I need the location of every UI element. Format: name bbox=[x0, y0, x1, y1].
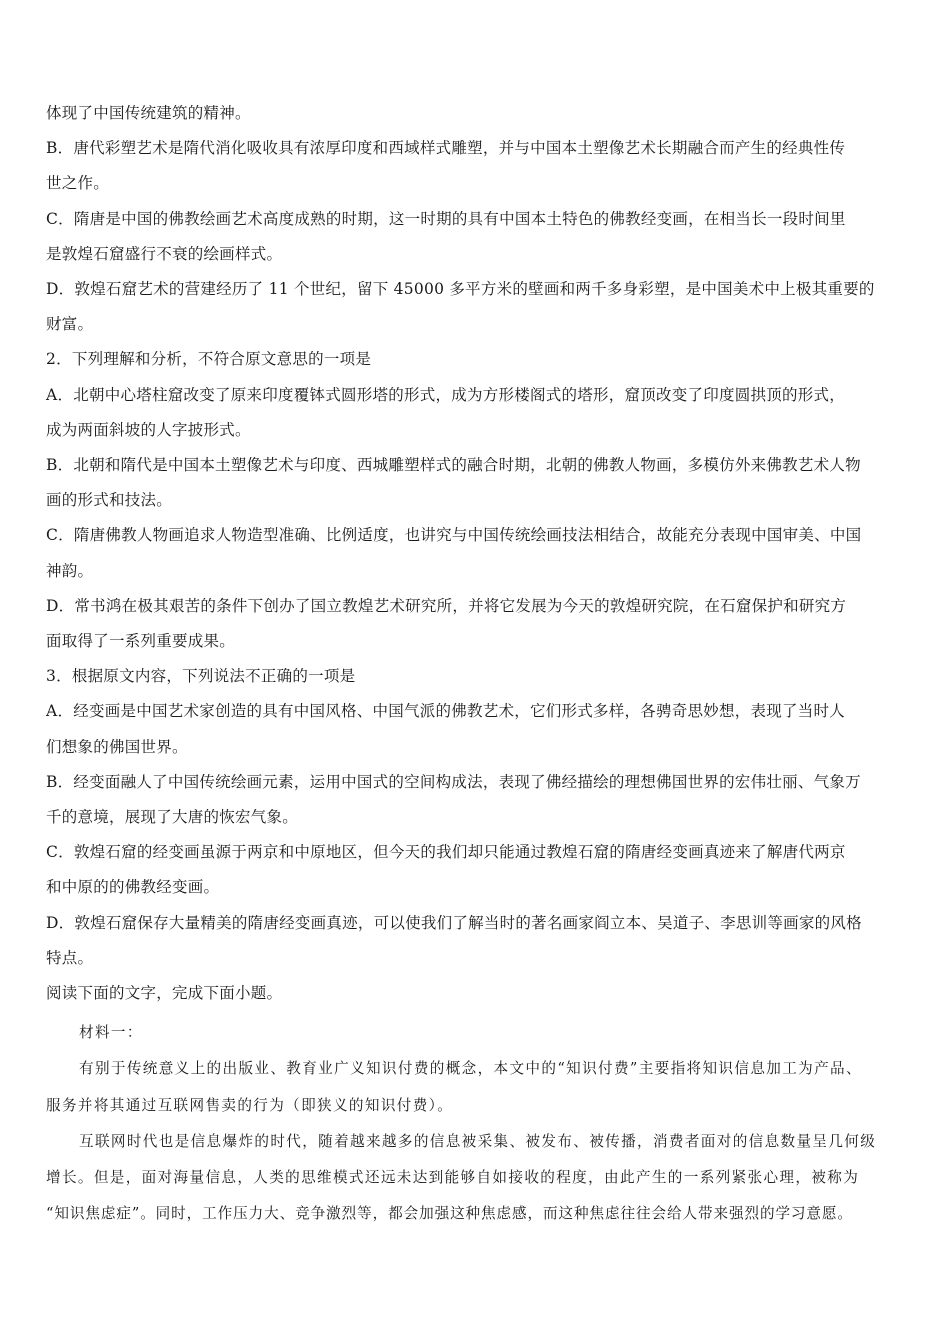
material-heading: 材料一： bbox=[79, 1024, 143, 1042]
text-line: 和中原的的佛教经变画。 bbox=[46, 878, 220, 897]
material-paragraph-line: 服务并将其通过互联网售卖的行为（即狭义的知识付费）。 bbox=[46, 1096, 454, 1114]
option-a-line: A．北朝中心塔柱窟改变了原来印度覆钵式圆形塔的形式，成为方形楼阁式的塔形，窟顶改变了印度圆拱顶的形式， bbox=[46, 385, 845, 404]
question-2: 2．下列理解和分析，不符合原文意思的一项是 bbox=[46, 350, 372, 369]
option-c-line: C．敦煌石窟的经变画虽源于两京和中原地区，但今天的我们却只能通过教煌石窟的隋唐经变画真迹来了解唐代两京 bbox=[46, 843, 846, 862]
text-line: 特点。 bbox=[46, 948, 94, 967]
option-d-line: D．常书鸿在极其艰苦的条件下创办了国立教煌艺术研究所，并将它发展为今天的敦煌研究院，在石窟保护和研究方 bbox=[46, 596, 847, 615]
document-page bbox=[46, 96, 908, 1233]
option-d-line: D．敦煌石窟艺术的营建经历了 11 个世纪，留下 45000 多平方米的壁画和两千多身彩塑，是中国美术中上极其重要的 bbox=[46, 280, 875, 299]
text-line: 千的意境，展现了大唐的恢宏气象。 bbox=[46, 808, 299, 827]
text-line: 世之作。 bbox=[46, 174, 110, 193]
option-a-line: A．经变画是中国艺术家创造的具有中国风格、中国气派的佛教艺术，它们形式多样，各骋奇思妙想，表现了当时人 bbox=[46, 702, 845, 721]
text-line: 财富。 bbox=[46, 315, 94, 334]
text-line: 画的形式和技法。 bbox=[46, 491, 173, 510]
material-paragraph-line: 互联网时代也是信息爆炸的时代，随着越来越多的信息被采集、被发布、被传播，消费者面对的信息数量呈几何级 bbox=[79, 1132, 877, 1150]
option-b-line: B．北朝和隋代是中国本土塑像艺术与印度、西城雕塑样式的融合时期，北朝的佛教人物画，多模仿外来佛教艺术人物 bbox=[46, 456, 861, 475]
option-d-line: D．敦煌石窟保存大量精美的隋唐经变画真迹，可以使我们了解当时的著名画家阎立本、吴道子、李思训等画家的风格 bbox=[46, 913, 862, 932]
text-line: 们想象的佛国世界。 bbox=[46, 737, 188, 756]
text-line: 成为两面斜坡的人字披形式。 bbox=[46, 420, 251, 439]
material-paragraph-line: 有别于传统意义上的出版业、教育业广义知识付费的概念，本文中的“知识付费”主要指将知识信息加工为产品、 bbox=[79, 1060, 862, 1078]
text-line: 是敦煌石窟盛行不衰的绘画样式。 bbox=[46, 244, 283, 263]
text-line: 神韵。 bbox=[46, 561, 94, 580]
material-paragraph-line: 增长。但是，面对海量信息，人类的思维模式还远未达到能够自如接收的程度，由此产生的一系列紧张心理，被称为 bbox=[46, 1169, 860, 1187]
option-b-line: B．唐代彩塑艺术是隋代消化吸收具有浓厚印度和西域样式雕塑，并与中国本土塑像艺术长期融合而产生的经典性传 bbox=[46, 139, 846, 158]
option-c-line: C．隋唐佛教人物画追求人物造型准确、比例适度，也讲究与中国传统绘画技法相结合，故能充分表现中国审美、中国 bbox=[46, 526, 862, 545]
text-line: 面取得了一系列重要成果。 bbox=[46, 632, 236, 651]
question-3: 3．根据原文内容，下列说法不正确的一项是 bbox=[46, 667, 356, 686]
text-line: 体现了中国传统建筑的精神。 bbox=[46, 104, 251, 122]
option-b-line: B．经变面融人了中国传统绘画元素，运用中国式的空间构成法，表现了佛经描绘的理想佛国世界的宏伟壮丽、气象万 bbox=[46, 772, 861, 791]
reading-instruction: 阅读下面的文字，完成下面小题。 bbox=[46, 984, 283, 1003]
material-paragraph-line: “知识焦虑症”。同时，工作压力大、竞争激烈等，都会加强这种焦虑感，而这种焦虑往往会给人带来强烈的学习意愿。 bbox=[46, 1205, 853, 1223]
option-c-line: C．隋唐是中国的佛教绘画艺术高度成熟的时期，这一时期的具有中国本土特色的佛教经变画，在相当长一段时间里 bbox=[46, 209, 846, 228]
